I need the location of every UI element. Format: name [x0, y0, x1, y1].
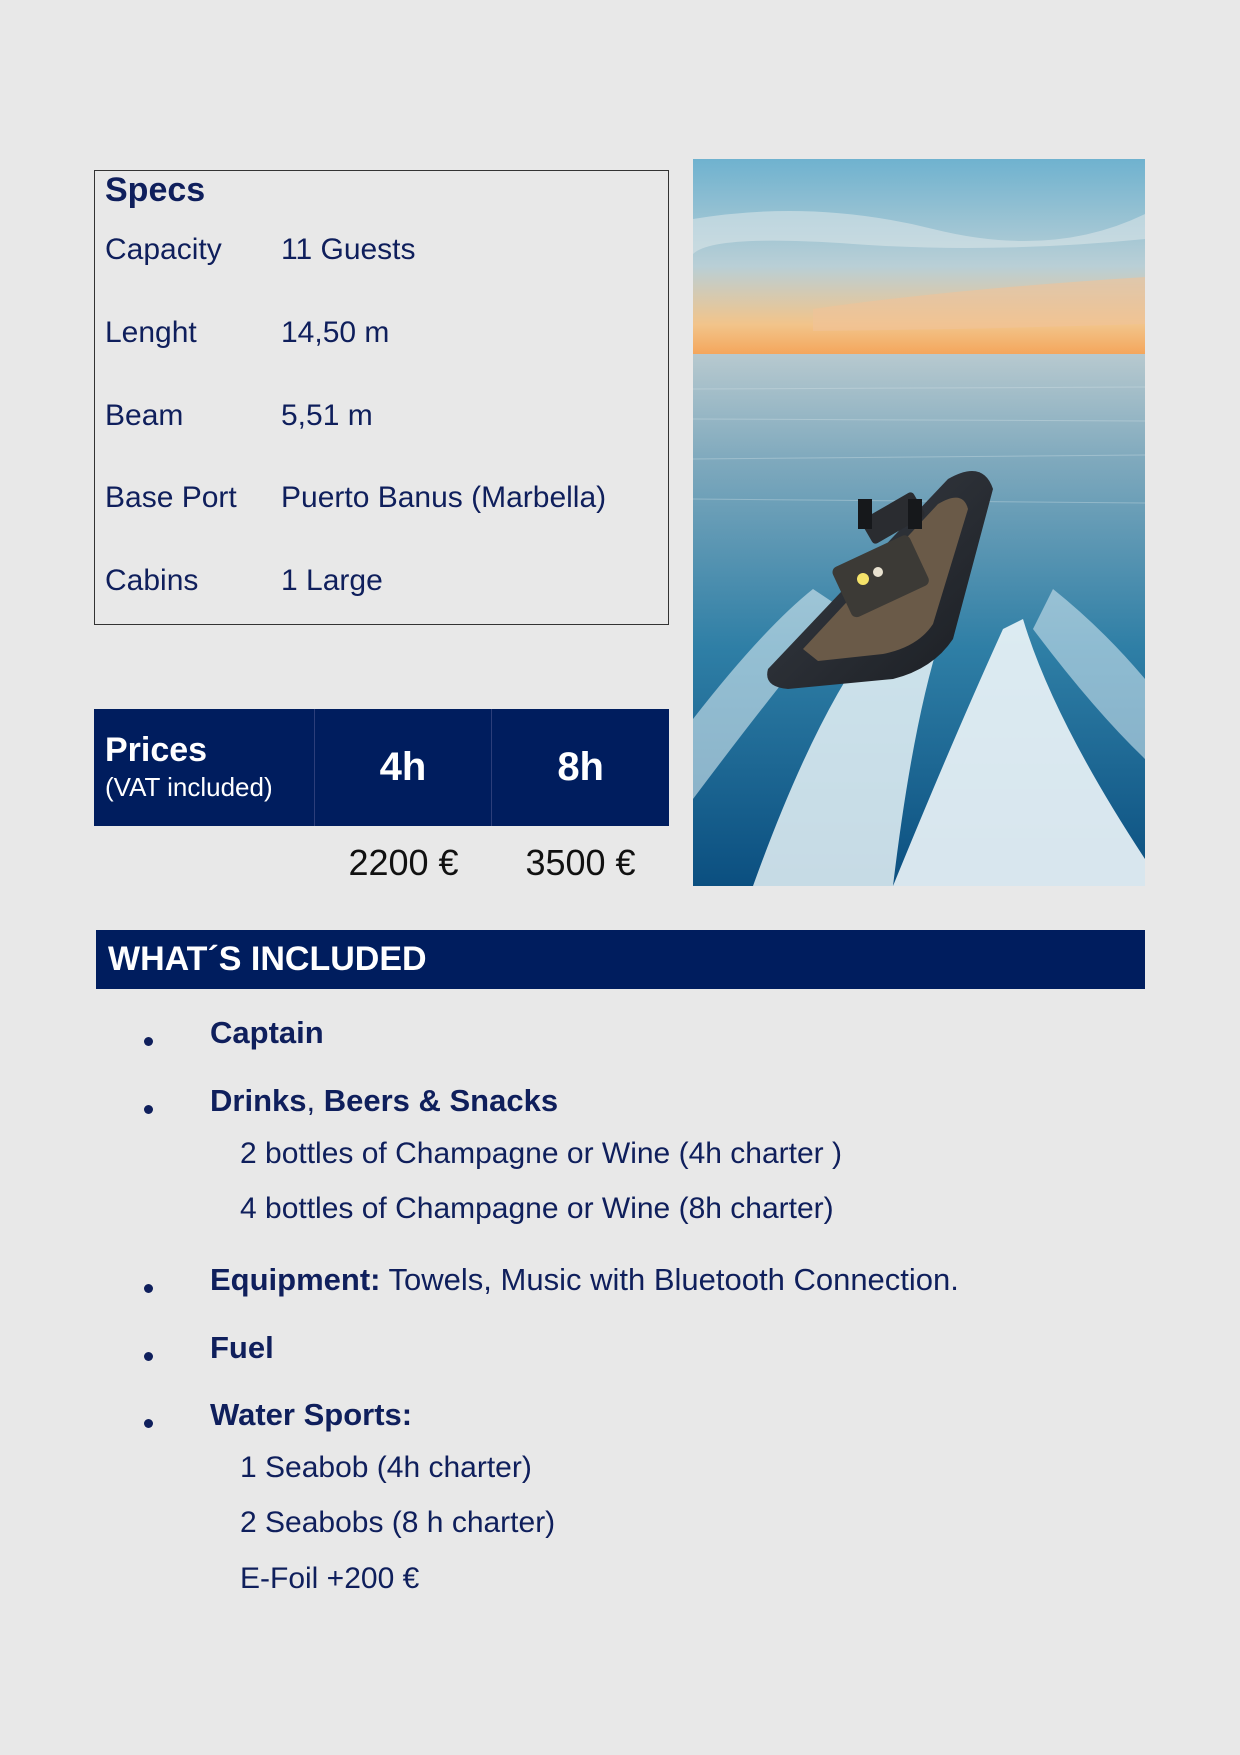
drinks-sub-8h: 4 bottles of Champagne or Wine (8h charter)	[240, 1192, 834, 1225]
bullet-icon	[144, 1105, 153, 1114]
beers-snacks-label: Beers & Snacks	[323, 1083, 559, 1118]
spec-value: 1 Large	[281, 564, 383, 597]
spec-value: 11 Guests	[281, 233, 416, 266]
spec-value: Puerto Banus (Marbella)	[281, 481, 607, 514]
spec-label: Beam	[105, 399, 184, 432]
bullet-icon	[144, 1419, 153, 1428]
equipment-label: Equipment:	[210, 1262, 381, 1297]
specs-title: Specs	[105, 171, 206, 209]
bullet-icon	[144, 1037, 153, 1046]
price-8h: 3500 €	[525, 842, 636, 883]
prices-title: Prices	[105, 731, 208, 769]
duration-4h: 4h	[315, 709, 493, 826]
spec-label: Cabins	[105, 564, 199, 597]
prices-header	[94, 709, 669, 826]
bullet-icon	[144, 1284, 153, 1293]
prices-subtitle: (VAT included)	[105, 772, 273, 802]
price-4h: 2200 €	[348, 842, 459, 883]
water-sub-4h: 1 Seabob (4h charter)	[240, 1451, 532, 1484]
spec-value: 14,50 m	[281, 316, 390, 349]
fuel-label: Fuel	[210, 1330, 274, 1365]
whats-included-heading: WHAT´S INCLUDED	[96, 930, 1145, 989]
prices-label-cell	[94, 709, 315, 826]
spec-label: Lenght	[105, 316, 197, 349]
water-sub-efoil: E-Foil +200 €	[240, 1562, 420, 1595]
drinks-sub-4h: 2 bottles of Champagne or Wine (4h charter )	[240, 1137, 842, 1170]
spec-value: 5,51 m	[281, 399, 373, 432]
specs-box	[94, 170, 669, 625]
water-sub-8h: 2 Seabobs (8 h charter)	[240, 1506, 556, 1539]
bullet-icon	[144, 1352, 153, 1361]
drinks-separator: ,	[306, 1083, 324, 1118]
drinks-label: Drinks	[210, 1083, 307, 1118]
captain-label: Captain	[210, 1015, 324, 1050]
spec-label: Base Port	[105, 481, 237, 514]
duration-8h: 8h	[557, 745, 604, 789]
water-sports-label: Water Sports:	[210, 1397, 413, 1432]
spec-label: Capacity	[105, 233, 222, 266]
motor-yacht-photo	[693, 159, 1145, 886]
equipment-text: Towels, Music with Bluetooth Connection.	[380, 1262, 959, 1297]
